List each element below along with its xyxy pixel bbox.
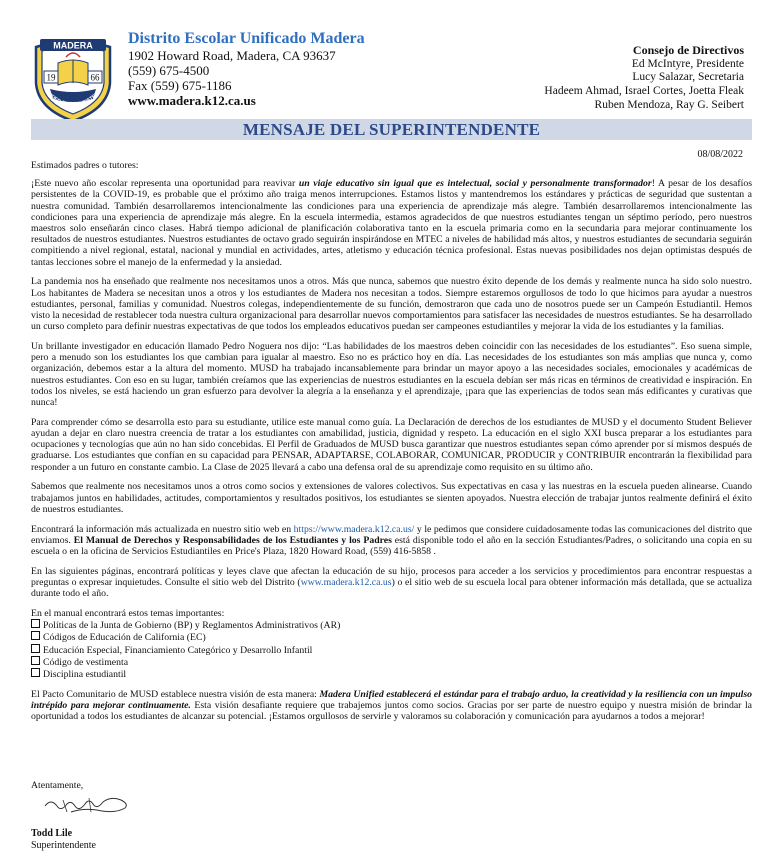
- paragraph-1: [31, 178, 752, 268]
- district-name: Distrito Escolar Unificado Madera: [128, 30, 365, 47]
- district-website[interactable]: www.madera.k12.ca.us: [128, 93, 256, 108]
- paragraph-4: Para comprender cómo se desarrolla esto para su estudiante, utilice este manual como guía. La Declaración de derechos de los estudiantes de MUSD y el documento Student Believer ayudan a dejar en claro nuestra creencia de tratar a los estudiantes con amabilidad, justicia, dignidad y respeto. La educación en el siglo XXI busca preparar a los estudiantes para ocupaciones y tecnologías que aún no han sido concebidas. El Perfil de Graduados de MUSD busca garantizar que nuestros estudiantes sepan cómo aprender por sí mismos después de graduarse. Los estudiantes que confían en su capacidad para PENSAR, ADAPTARSE, COLABORAR, COMUNICAR, PRODUCIR y CONTRIBUIR encontrarán la flexibilidad para responder a un futuro en constante cambio. La Clase de 2025 llevará a cabo una defensa oral de su aprendizaje como requisito en su último año.: [31, 416, 752, 473]
- seal-top-text: MADERA: [53, 40, 93, 51]
- list-item: [31, 619, 752, 631]
- letter-body: [31, 160, 752, 731]
- p8-vision: Madera Unified establecerá el estándar para el trabajo arduo, la creatividad y la resiliencia con un impulso intrépido para mejorar continuamente.: [31, 688, 752, 712]
- closing: Atentamente,: [31, 780, 84, 791]
- checkbox-icon: [31, 668, 40, 677]
- p1-text: ¡Este nuevo año escolar representa una oportunidad para reavivar: [31, 178, 299, 190]
- district-website-link[interactable]: www.madera.k12.ca.us: [300, 577, 392, 589]
- district-contact: [128, 48, 336, 108]
- list-item: [31, 668, 752, 680]
- greeting: Estimados padres o tutores:: [31, 160, 139, 171]
- p8-text: El Pacto Comunitario de MUSD establece nuestra visión de esta manera:: [31, 688, 320, 700]
- topic-label: Código de vestimenta: [43, 656, 129, 668]
- p6-text: Encontrará la información más actualizada en nuestro sitio web en: [31, 523, 294, 535]
- paragraph-6: [31, 524, 752, 558]
- list-item: [31, 631, 752, 643]
- seal-year-right: 66: [90, 72, 100, 83]
- topic-label: Disciplina estudiantil: [43, 669, 127, 681]
- p1-emphasis: un viaje educativo sin igual que es intelectual, social y personalmente transformador: [298, 178, 652, 190]
- website-link[interactable]: https://www.madera.k12.ca.us/: [293, 523, 415, 535]
- signer-block: [31, 828, 96, 852]
- seal-year-left: 19: [46, 72, 56, 83]
- checkbox-icon: [31, 656, 40, 665]
- p8-text-end: Esta visión desafiante requiere que trabajemos juntos como socios. Gracias por ser parte de nuestro equipo y nuestra misión de brindar la oportunidad a todos los estudiantes de alcanzar su potencial. ¡Estamos orgullosos de servirle y valoramos su colaboración y comunicación para ayudarnos a todos a mejorar!: [31, 700, 753, 723]
- checkbox-icon: [31, 619, 40, 628]
- district-seal-logo: [30, 33, 116, 123]
- letter-date: 08/08/2022: [697, 149, 743, 160]
- topic-label: Educación Especial, Financiamiento Categórico y Desarrollo Infantil: [43, 644, 313, 656]
- p6-text-mid: y le pedimos que considere cuidadosamente todas las comunicaciones del distrito que enviamos.: [31, 523, 753, 546]
- p1-text-end: ! A pesar de los desafíos persistentes de la COVID-19, es probable que el próximo año traiga menos interrupciones. Estamos listos y mantendremos los estándares y prácticas de seguridad que sustentan a nuestra comunidad. También desarrollaremos intencionalmente las condiciones para una experiencia de aprendizaje más alegre. También desarrollaremos intencionalmente las condiciones para una experiencia de aprendizaje más alegre. En la escuela intermedia, estamos agradecidos de que nuestros estudiantes tengan un séptimo período, pero nuestros maestros solo enseñarán cinco clases. Habrá tiempo adicional de planificación colaborativa tanto en la escuela primaria como en la secundaria para mejorar continuamente los resultados de nuestros estudiantes. Nuestros estudiantes de octavo grado seguirán inspirándose en MTEC a niveles de habilidad más altos, y nuestros estudiantes de secundaria seguirán compitiendo a nivel regional, estatal, nacional y mundial en actividades, artes, atletismo y educación técnica profesional. Estas nuevas posibilidades nos dejan optimistas después de tantas lecciones sobre el manejo de la enfermedad y la ansiedad.: [31, 178, 752, 268]
- topic-label: Políticas de la Junta de Gobierno (BP) y Reglamentos Administrativos (AR): [43, 620, 341, 632]
- checkbox-icon: [31, 631, 40, 640]
- checkbox-icon: [31, 644, 40, 653]
- district-address: 1902 Howard Road, Madera, CA 93637: [128, 48, 336, 63]
- board-line: Ruben Mendoza, Ray G. Seibert: [594, 98, 744, 111]
- p7-text: En las siguientes páginas, encontrará políticas y leyes clave que afectan la educación de su hijo, procesos para acceder a los servicios y procedimientos para encontrar respuestas a preguntas o expresar inquietudes. Consulte el sitio web del Distrito (: [31, 565, 752, 589]
- board-title: Consejo de Directivos: [632, 43, 744, 57]
- paragraph-8: [31, 689, 752, 723]
- list-item: [31, 644, 752, 656]
- district-phone: (559) 675-4500: [128, 63, 210, 78]
- board-line: Lucy Salazar, Secretaria: [632, 71, 744, 84]
- p6-text-end: está disponible todo el año en la sección Estudiantes/Padres, o solicitando una copia en su escuela o en la oficina de Servicios Estudiantiles en Price's Plaza, 1820 Howard Road, (559) 416-5858 .: [31, 534, 752, 558]
- p7-text-end: ) o el sitio web de su escuela local para obtener información más detallada, que se actualiza durante todo el año.: [31, 577, 752, 600]
- paragraph-2: La pandemia nos ha enseñado que realmente nos necesitamos unos a otros. Más que nunca, sabemos que nuestro éxito depende de los demás y realmente nunca ha sido solo nuestro. Los habitantes de Madera se necesitan unos a otros y los estudiantes de Madera nos necesitan a todos. Siempre estaremos orgullosos de todo lo que hicimos para ayudar a nuestros estudiantes, personal, familias y comunidad. Nuestros colegas, independientemente de su función, demostraron que cada uno de nosotros puede ser un Campeón Estudiantil. Hemos visto la necesidad de restablecer toda nuestra cultura organizacional para desarrollar nuevos comportamientos para satisfacer las necesidades de nuestros estudiantes. Se ha desarrollado un curso completo para definir nuestras expectativas de que todos los empleados educativos puedan ser campeones estudiantiles y mejorar la vida de los estudiantes y la familias.: [31, 276, 752, 333]
- paragraph-5: Sabemos que realmente nos necesitamos unos a otros como socios y extensiones de valores colectivos. Sus expectativas en casa y las nuestras en la escuela pueden alinearse. Cuando trabajamos juntos en habilidades, actitudes, comportamientos y resultados positivos, los estudiantes se sienten apoyados. Nuestra elección de trabajar juntos realmente definirá el éxito de nuestros estudiantes.: [31, 481, 752, 515]
- signature-image: [41, 792, 133, 818]
- board-of-directors: [544, 44, 744, 113]
- paragraph-3: Un brillante investigador en educación llamado Pedro Noguera nos dijo: “Las habilidades de los maestros deben coincidir con las necesidades de los estudiantes”. Eso suena simple, pero a menudo son los estudiantes los que cambian para igualar al maestro. Eso no es práctico hoy en día. Las necesidades de los estudiantes son más amplias que nunca y, como organización, debemos estar a la altura del momento. MUSD ha trabajado incansablemente para brindar un mayor apoyo a las necesidades sociales, emocionales y académicas de nuestros estudiantes. Con eso en su lugar, también creíamos que las experiencias de nuestros estudiantes en la escuela debían ser más ricas en términos de creatividad e inspiración. En todos los niveles, se está haciendo un gran esfuerzo para devolver la alegría a la enseñanza y el aprendizaje, ¡para que las experiencias de todos sean más edificantes y curativas que nunca!: [31, 341, 752, 409]
- signer-title: Superintendente: [31, 840, 96, 851]
- list-item: [31, 656, 752, 668]
- topics-intro: En el manual encontrará estos temas importantes:: [31, 608, 225, 620]
- topics-list: [31, 619, 752, 680]
- board-line: Hadeem Ahmad, Israel Cortes, Joetta Fleak: [544, 85, 744, 98]
- district-fax: Fax (559) 675-1186: [128, 78, 232, 93]
- topic-label: Códigos de Educación de California (EC): [43, 632, 206, 644]
- message-banner: MENSAJE DEL SUPERINTENDENTE: [31, 119, 752, 140]
- seal-bottom-text: IFIED SCHOOL DISTRI: [47, 92, 99, 109]
- paragraph-7: [31, 566, 752, 600]
- handbook-title: El Manual de Derechos y Responsabilidades de los Estudiantes y los Padres: [73, 534, 392, 546]
- signer-name: Todd Lile: [31, 828, 73, 839]
- board-line: Ed McIntyre, Presidente: [631, 57, 744, 70]
